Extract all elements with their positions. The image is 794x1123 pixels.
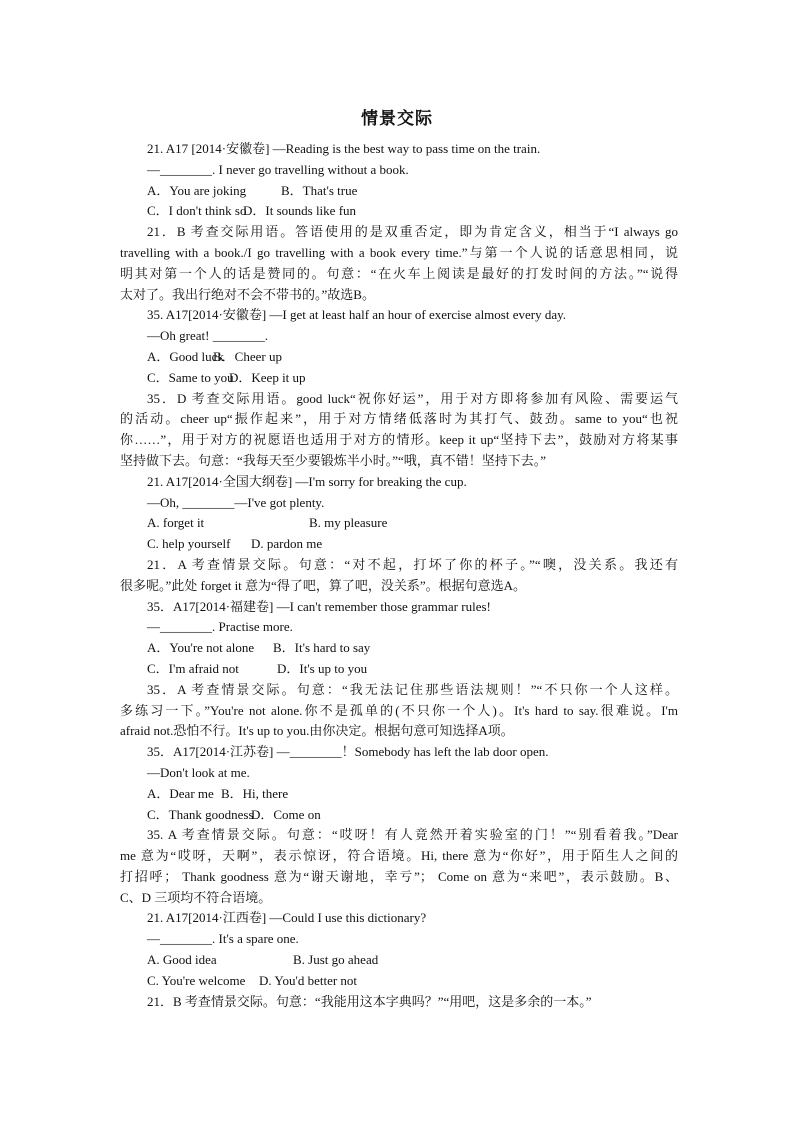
- option-c: C．Thank goodness: [147, 806, 254, 822]
- option-c: C. You're welcome: [147, 972, 246, 988]
- explanation-line: 你……”，用于对方的祝愿语也适用于对方的情形。keep it up“坚持下去”，鼓励对方将某事: [120, 432, 678, 448]
- options-row: [120, 950, 678, 971]
- option-a: A. Good idea: [147, 952, 217, 968]
- explanation-line: 明其对第一个人的话是赞同的。句意：“在火车上阅读是最好的打发时间的方法。”“说得: [120, 265, 678, 281]
- question-reply: —Oh, ________—I've got plenty.: [147, 494, 325, 510]
- options-row: [120, 181, 678, 202]
- question-reply: —________. Practise more.: [147, 619, 293, 635]
- option-c: C．I'm afraid not: [147, 660, 239, 676]
- options-row: [120, 534, 678, 555]
- question-stem: 35．A17[2014·福建卷] —I can't remember those grammar rules!: [147, 598, 491, 614]
- options-row: [120, 347, 678, 368]
- options-row: [120, 201, 678, 222]
- option-b: B．Hi, there: [221, 785, 289, 801]
- explanation-line: 35．A 考查情景交际。句意：“我无法记住那些语法规则！”“不只你一个人这样。: [147, 681, 678, 697]
- option-d: D．It's up to you: [277, 660, 368, 676]
- options-row: [120, 368, 678, 389]
- explanation-line: 21．B 考查交际用语。答语使用的是双重否定，即为肯定含义，相当于“I always go: [147, 224, 678, 240]
- question-stem: 21. A17 [2014·安徽卷] —Reading is the best way to pass time on the train.: [147, 141, 541, 156]
- question-reply: —________. I never go travelling without a book.: [147, 161, 409, 177]
- option-b: B. Just go ahead: [293, 952, 379, 968]
- explanation-line: afraid not.恐怕不行。It's up to you.由你决定。根据句意可知选择A项。: [120, 723, 514, 739]
- option-b: B．It's hard to say: [273, 640, 371, 656]
- options-row: [120, 513, 678, 534]
- explanation-line: 35. A 考查情景交际。句意：“哎呀！有人竟然开着实验室的门！”“别看着我。”Dear: [147, 827, 678, 843]
- option-c: C. help yourself: [147, 536, 231, 552]
- options-row: [120, 805, 678, 826]
- option-a: A. forget it: [147, 515, 205, 531]
- explanation-line: 21．A 考查情景交际。句意：“对不起，打坏了你的杯子。”“噢，没关系。我还有: [147, 556, 678, 572]
- option-a: A．You're not alone: [147, 640, 255, 656]
- option-b: B. my pleasure: [309, 515, 388, 531]
- question-reply: —Don't look at me.: [147, 764, 250, 780]
- option-d: D．Come on: [251, 806, 321, 822]
- option-d: D．Keep it up: [229, 369, 306, 385]
- question-stem: 21. A17[2014·江西卷] —Could I use this dictionary?: [147, 910, 427, 926]
- options-row: [120, 659, 678, 680]
- explanation-line: 打招呼； Thank goodness 意为“谢天谢地，幸亏”； Come on 意为“来吧”，表示鼓励。B、: [120, 868, 678, 884]
- option-b: B．That's true: [281, 182, 358, 198]
- page-title: 情景交际: [361, 109, 433, 129]
- explanation-line: travelling with a book./I go travelling with a book every time.”与第一个人说的话意思相同，说: [120, 244, 678, 260]
- explanation-line: 多练习一下。”You're not alone.你不是孤单的(不只你一个人)。It's hard to say.很难说。I'm: [120, 702, 678, 718]
- option-c: C．Same to you: [147, 369, 234, 385]
- option-d: D．It sounds like fun: [243, 203, 357, 219]
- explanation-line: 坚持做下去。句意：“我每天至少要锻炼半小时。”“哦，真不错！坚持下去。”: [120, 452, 547, 468]
- question-stem: 35. A17[2014·安徽卷] —I get at least half an hour of exercise almost every day.: [147, 307, 567, 323]
- options-row: [120, 638, 678, 659]
- question-stem: 21. A17[2014·全国大纲卷] —I'm sorry for breaking the cup.: [147, 473, 467, 489]
- question-stem: 35．A17[2014·江苏卷] —________！Somebody has left the lab door open.: [147, 744, 549, 760]
- explanation-line: me 意为“哎呀，天啊”，表示惊讶，符合语境。Hi, there 意为“你好”，用于陌生人之间的: [120, 848, 678, 864]
- document-body: [120, 139, 678, 1012]
- option-d: D. You'd better not: [259, 972, 358, 988]
- question-reply: —________. It's a spare one.: [147, 931, 299, 947]
- explanation-line: 太对了。我出行绝对不会不带书的。”故选B。: [120, 286, 375, 302]
- option-a: A．Dear me: [147, 785, 214, 801]
- explanation-line: C、D 三项均不符合语境。: [120, 889, 272, 905]
- explanation-line: 的活动。cheer up“振作起来”，用于对方情绪低落时为其打气、鼓劲。same to you“也祝: [120, 411, 678, 427]
- explanation-line: 35．D 考查交际用语。good luck“祝你好运”，用于对方即将参加有风险、需要运气: [147, 390, 678, 406]
- option-a: A．Good luck: [147, 348, 224, 364]
- option-a: A．You are joking: [147, 182, 247, 198]
- explanation-line: 21．B 考查情景交际。句意：“我能用这本字典吗？”“用吧，这是多余的一本。”: [147, 993, 592, 1009]
- option-b: B．Cheer up: [213, 348, 282, 364]
- option-d: D. pardon me: [251, 536, 323, 552]
- question-reply: —Oh great! ________.: [147, 328, 268, 344]
- option-c: C．I don't think so: [147, 203, 247, 219]
- explanation-line: 很多呢。”此处 forget it 意为“得了吧，算了吧，没关系”。根据句意选A。: [120, 577, 526, 593]
- options-row: [120, 971, 678, 992]
- options-row: [120, 784, 678, 805]
